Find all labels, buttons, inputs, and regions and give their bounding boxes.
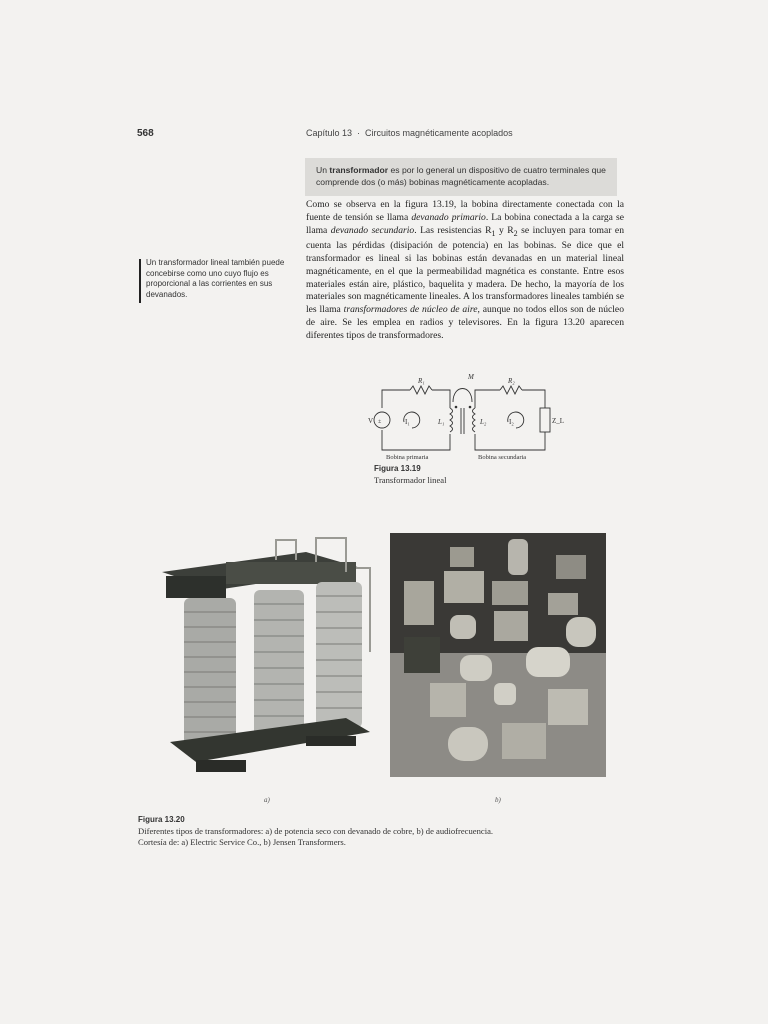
source-plus-minus: ± <box>378 419 382 425</box>
figure-1319-label: Figura 13.19 <box>374 464 421 473</box>
definition-term: transformador <box>329 165 389 175</box>
term-primary: devanado primario <box>411 211 486 223</box>
margin-note-bar <box>139 259 141 303</box>
body-text-segment: . La bobina conectada a la carga se llama <box>306 211 624 236</box>
label-v: V <box>368 417 374 425</box>
label-r1: R₁ <box>418 377 425 385</box>
inductor-l2 <box>473 408 476 432</box>
margin-note: Un transformador lineal también puede concebirse como uno cuyo flujo es proporcional a las corrientes en sus devanados. <box>146 258 285 299</box>
chapter-number: Capítulo 13 <box>306 128 353 138</box>
top-bar <box>226 562 356 584</box>
label-m: M <box>468 373 474 381</box>
polarity-dot <box>469 406 472 409</box>
figure-1320-caption-line2: Cortesía de: a) Electric Service Co., b) Jensen Transformers. <box>138 837 346 847</box>
resistor-r1 <box>410 386 432 394</box>
wire <box>475 390 500 408</box>
chapter-title: Circuitos magnéticamente acoplados <box>365 128 513 138</box>
figure-1319-caption: Transformador lineal <box>374 475 447 485</box>
body-text-segment: y R <box>495 224 514 236</box>
photo-power-transformer <box>156 532 378 780</box>
body-text-segment: Como se observa en la figura 13.19, la bobina directamente conectada con la fuente de tensión se llama <box>306 199 624 223</box>
top-bar <box>166 576 226 598</box>
figure-1320-caption-line1: Diferentes tipos de transformadores: a) de potencia seco con devanado de cobre, b) de audiofrecuencia. <box>138 826 494 836</box>
wire <box>382 430 450 450</box>
subscript: 2 <box>513 228 518 238</box>
photo-audio-transformers <box>390 533 606 777</box>
mutual-arc <box>453 389 472 403</box>
definition-text <box>316 164 612 188</box>
inductor-l1 <box>450 408 453 432</box>
label-i2: I₂ <box>509 418 514 426</box>
label-l1: L₁ <box>438 418 445 426</box>
subscript: 1 <box>491 228 496 238</box>
definition-body: es por lo general un dispositivo de cuatro terminales que comprende dos (o más) bobinas magnéticamente acopladas. <box>316 165 606 187</box>
definition-prefix: Un <box>316 165 327 175</box>
label-primary-coil: Bobina primaria <box>386 454 429 461</box>
label-r2: R₂ <box>508 377 515 385</box>
body-text-segment: , aunque no todos ellos son de núcleo de aire. Se les emplea en radios y televisores. En la figura 13.20 aparecen diferentes tipos de transformadores. <box>306 304 624 341</box>
body-text-segment: se incluyen para tomar en cuenta las pérdidas (disipación de potencia) en las bobinas. Se dice que el transformador es lineal si las bobinas están devanadas en un material lineal magnéticamente, en el que la permeabilidad magnética es constante. Entre esos materiales están aire, plástico, baquelita y madera. De hecho, la mayoría de los materiales son magnéticamente lineales. A los transformadores lineales también se les llama <box>306 224 624 316</box>
base-rail <box>306 736 356 746</box>
subfigure-a-label: a) <box>264 796 270 804</box>
label-secondary-coil: Bobina secundaria <box>478 454 527 461</box>
figure-1320-label: Figura 13.20 <box>138 815 185 824</box>
label-l2: L₂ <box>480 418 487 426</box>
wire <box>475 432 545 450</box>
base-rail <box>196 760 246 772</box>
running-head: Capítulo 13 · Circuitos magnéticamente acoplados <box>306 128 513 138</box>
subfigure-b-label: b) <box>495 796 501 804</box>
label-zl: Z_L <box>552 417 565 425</box>
body-paragraph <box>306 199 624 343</box>
load-impedance <box>540 408 550 432</box>
wire <box>522 390 545 408</box>
term-air-core: transformadores de núcleo de aire <box>343 304 478 316</box>
voltage-source <box>374 412 390 428</box>
wire <box>432 390 450 408</box>
body-text-segment: . Las resistencias R <box>414 224 492 236</box>
wire <box>382 390 410 408</box>
label-i1: I₁ <box>405 418 410 426</box>
circuit-diagram <box>360 368 565 461</box>
polarity-dot <box>455 406 458 409</box>
resistor-r2 <box>500 386 522 394</box>
page-number: 568 <box>137 128 154 139</box>
term-secondary: devanado secundario <box>330 224 415 236</box>
